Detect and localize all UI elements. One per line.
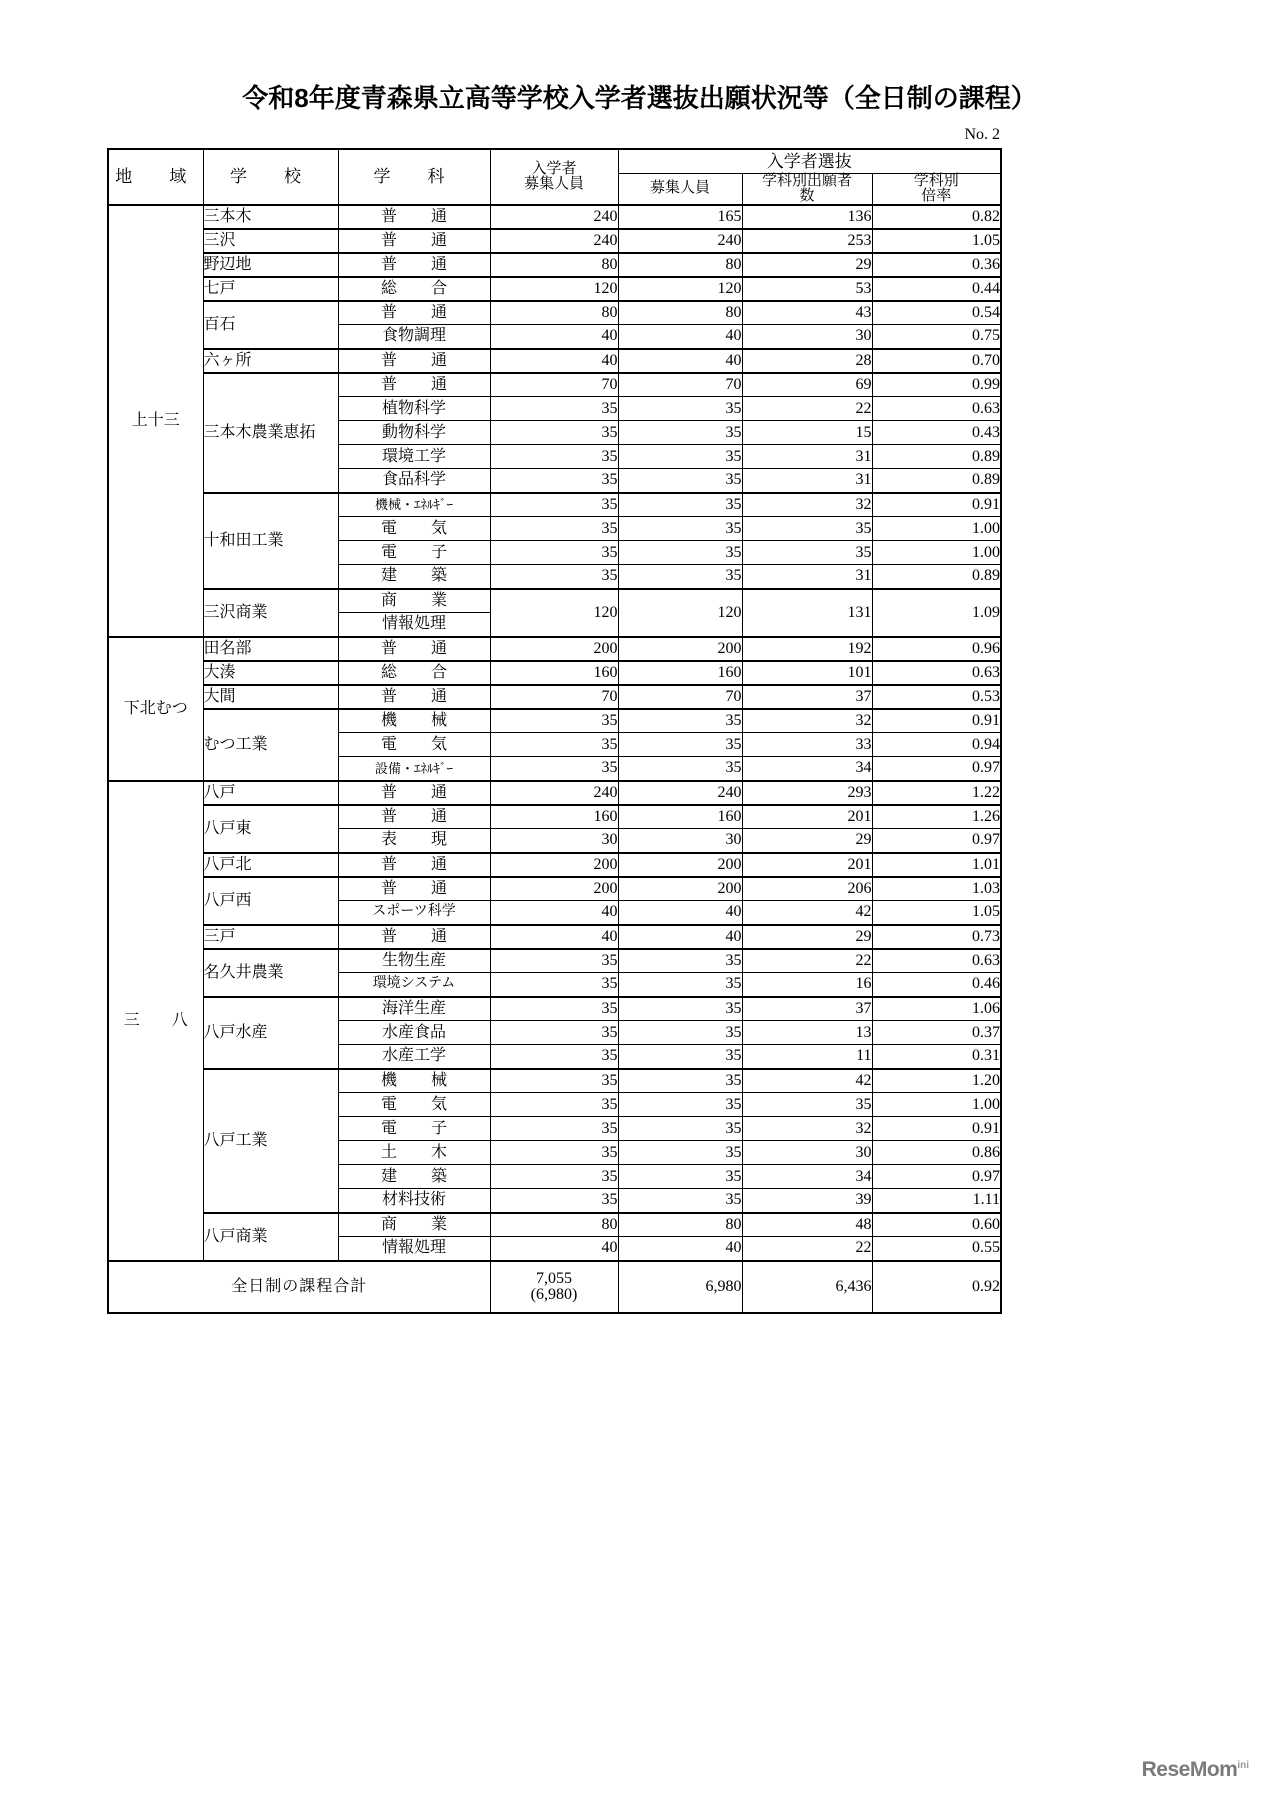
cell-capacity: 35 <box>490 517 618 541</box>
admissions-table <box>107 148 1002 1314</box>
cell-department: 商 業 <box>338 1213 490 1237</box>
cell-rate: 0.37 <box>872 1021 1001 1045</box>
cell-school: 大湊 <box>203 661 338 685</box>
cell-capacity: 35 <box>490 1093 618 1117</box>
cell-recruit: 200 <box>618 877 742 901</box>
cell-department: 生物生産 <box>338 949 490 973</box>
cell-department: 普 通 <box>338 853 490 877</box>
cell-rate: 0.55 <box>872 1237 1001 1261</box>
cell-department: 情報処理 <box>338 1237 490 1261</box>
cell-recruit: 70 <box>618 685 742 709</box>
page-title: 令和8年度青森県立高等学校入学者選抜出願状況等（全日制の課程） <box>242 83 1037 113</box>
cell-capacity: 35 <box>490 709 618 733</box>
cell-recruit: 160 <box>618 805 742 829</box>
cell-school: 三沢商業 <box>203 589 338 637</box>
cell-school: 百石 <box>203 301 338 349</box>
table-row <box>108 277 1001 301</box>
cell-recruit: 80 <box>618 1213 742 1237</box>
cell-capacity: 40 <box>490 901 618 925</box>
cell-capacity: 35 <box>490 1141 618 1165</box>
table-row <box>108 1069 1001 1093</box>
cell-rate: 0.43 <box>872 421 1001 445</box>
col-header-school: 学 校 <box>203 149 338 205</box>
cell-recruit: 35 <box>618 565 742 589</box>
cell-capacity: 80 <box>490 1213 618 1237</box>
cell-recruit: 35 <box>618 1141 742 1165</box>
total-applicants: 6,436 <box>742 1261 872 1313</box>
cell-recruit: 80 <box>618 253 742 277</box>
cell-capacity: 35 <box>490 445 618 469</box>
cell-applicants: 35 <box>742 1093 872 1117</box>
cell-department: 設備・ｴﾈﾙｷﾞｰ <box>338 757 490 781</box>
cell-capacity: 35 <box>490 1021 618 1045</box>
cell-capacity: 160 <box>490 805 618 829</box>
cell-department: 普 通 <box>338 229 490 253</box>
cell-applicants: 32 <box>742 709 872 733</box>
cell-applicants: 32 <box>742 493 872 517</box>
cell-department: 建 築 <box>338 565 490 589</box>
cell-department: 普 通 <box>338 253 490 277</box>
cell-rate: 0.89 <box>872 565 1001 589</box>
cell-capacity: 120 <box>490 589 618 637</box>
cell-department: 機械・ｴﾈﾙｷﾞｰ <box>338 493 490 517</box>
cell-capacity: 70 <box>490 685 618 709</box>
cell-applicants: 15 <box>742 421 872 445</box>
cell-rate: 1.11 <box>872 1189 1001 1213</box>
cell-applicants: 16 <box>742 973 872 997</box>
cell-recruit: 35 <box>618 517 742 541</box>
total-row <box>108 1261 1001 1313</box>
cell-capacity: 160 <box>490 661 618 685</box>
cell-department: 海洋生産 <box>338 997 490 1021</box>
cell-applicants: 34 <box>742 757 872 781</box>
cell-school: 三本木 <box>203 205 338 229</box>
cell-applicants: 30 <box>742 325 872 349</box>
cell-applicants: 43 <box>742 301 872 325</box>
cell-recruit: 40 <box>618 325 742 349</box>
cell-department: 普 通 <box>338 205 490 229</box>
cell-capacity: 35 <box>490 997 618 1021</box>
cell-rate: 0.91 <box>872 709 1001 733</box>
cell-recruit: 35 <box>618 493 742 517</box>
cell-capacity: 35 <box>490 973 618 997</box>
cell-department: 普 通 <box>338 685 490 709</box>
cell-applicants: 42 <box>742 901 872 925</box>
cell-rate: 0.91 <box>872 1117 1001 1141</box>
table-row <box>108 493 1001 517</box>
cell-recruit: 35 <box>618 709 742 733</box>
table-row <box>108 781 1001 805</box>
cell-rate: 1.00 <box>872 541 1001 565</box>
cell-department: 食品科学 <box>338 469 490 493</box>
cell-department: 電 子 <box>338 541 490 565</box>
cell-department: 表 現 <box>338 829 490 853</box>
cell-capacity: 35 <box>490 733 618 757</box>
table-footer <box>108 1261 1001 1313</box>
cell-rate: 0.31 <box>872 1045 1001 1069</box>
cell-rate: 1.06 <box>872 997 1001 1021</box>
cell-department: 普 通 <box>338 373 490 397</box>
cell-capacity: 40 <box>490 349 618 373</box>
cell-recruit: 40 <box>618 1237 742 1261</box>
cell-applicants: 11 <box>742 1045 872 1069</box>
cell-school: 八戸北 <box>203 853 338 877</box>
cell-rate: 0.36 <box>872 253 1001 277</box>
cell-rate: 0.73 <box>872 925 1001 949</box>
rate-line-2: 倍率 <box>921 187 952 204</box>
cell-applicants: 29 <box>742 925 872 949</box>
cell-recruit: 200 <box>618 853 742 877</box>
cell-area: 上十三 <box>108 205 203 637</box>
cell-applicants: 206 <box>742 877 872 901</box>
table-header <box>108 149 1001 205</box>
cell-department: 普 通 <box>338 781 490 805</box>
table-row <box>108 589 1001 613</box>
cell-applicants: 29 <box>742 253 872 277</box>
cell-rate: 1.05 <box>872 901 1001 925</box>
applicants-line-1: 学科別出願者 <box>761 172 852 189</box>
cell-school: 三本木農業恵拓 <box>203 373 338 493</box>
col-header-applicants <box>742 173 872 205</box>
cell-rate: 0.97 <box>872 757 1001 781</box>
cell-applicants: 31 <box>742 445 872 469</box>
col-header-capacity <box>490 149 618 205</box>
table-row <box>108 877 1001 901</box>
cell-rate: 0.89 <box>872 469 1001 493</box>
cell-department: 動物科学 <box>338 421 490 445</box>
col-header-selection-group: 入学者選抜 <box>618 149 1001 173</box>
cell-department: 普 通 <box>338 301 490 325</box>
cell-applicants: 22 <box>742 397 872 421</box>
cell-department: 環境工学 <box>338 445 490 469</box>
cell-department: 建 築 <box>338 1165 490 1189</box>
cell-rate: 0.63 <box>872 949 1001 973</box>
cell-rate: 0.63 <box>872 661 1001 685</box>
cell-capacity: 240 <box>490 781 618 805</box>
total-capacity <box>490 1261 618 1313</box>
table-row <box>108 925 1001 949</box>
cell-department: 商 業 <box>338 589 490 613</box>
resemom-logo <box>1142 1758 1249 1782</box>
cell-department: 情報処理 <box>338 613 490 637</box>
cell-area: 下北むつ <box>108 637 203 781</box>
cell-rate: 0.96 <box>872 637 1001 661</box>
cell-recruit: 35 <box>618 469 742 493</box>
resemom-logo-tail: ini <box>1237 1760 1249 1771</box>
col-header-rate <box>872 173 1001 205</box>
cell-department: 材料技術 <box>338 1189 490 1213</box>
cell-department: スポーツ科学 <box>338 901 490 925</box>
cell-recruit: 35 <box>618 421 742 445</box>
cell-capacity: 35 <box>490 1117 618 1141</box>
table-row <box>108 949 1001 973</box>
cell-rate: 0.70 <box>872 349 1001 373</box>
cell-recruit: 120 <box>618 589 742 637</box>
cell-recruit: 35 <box>618 949 742 973</box>
cell-department: 機 械 <box>338 709 490 733</box>
cell-applicants: 31 <box>742 565 872 589</box>
cell-rate: 1.09 <box>872 589 1001 637</box>
cell-department: 電 気 <box>338 517 490 541</box>
cell-applicants: 131 <box>742 589 872 637</box>
cell-rate: 0.46 <box>872 973 1001 997</box>
cell-applicants: 35 <box>742 517 872 541</box>
table-row <box>108 661 1001 685</box>
total-rate: 0.92 <box>872 1261 1001 1313</box>
cell-recruit: 35 <box>618 997 742 1021</box>
resemom-logo-text: ReseMom <box>1141 1758 1238 1781</box>
cell-capacity: 80 <box>490 253 618 277</box>
cell-rate: 1.26 <box>872 805 1001 829</box>
cell-recruit: 40 <box>618 349 742 373</box>
cell-department: 土 木 <box>338 1141 490 1165</box>
cell-applicants: 42 <box>742 1069 872 1093</box>
total-capacity-line-2: (6,980) <box>530 1285 578 1303</box>
cell-applicants: 293 <box>742 781 872 805</box>
cell-capacity: 35 <box>490 421 618 445</box>
table-body <box>108 205 1001 1261</box>
cell-capacity: 35 <box>490 1045 618 1069</box>
cell-school: 三沢 <box>203 229 338 253</box>
cell-applicants: 201 <box>742 853 872 877</box>
cell-school: 八戸西 <box>203 877 338 925</box>
cell-area: 三 八 <box>108 781 203 1261</box>
cell-recruit: 35 <box>618 541 742 565</box>
cell-department: 普 通 <box>338 349 490 373</box>
table-row <box>108 373 1001 397</box>
cell-capacity: 40 <box>490 925 618 949</box>
cell-recruit: 40 <box>618 925 742 949</box>
table-row <box>108 685 1001 709</box>
cell-department: 普 通 <box>338 637 490 661</box>
table-row <box>108 253 1001 277</box>
cell-applicants: 35 <box>742 541 872 565</box>
cell-school: 八戸東 <box>203 805 338 853</box>
capacity-line-2: 募集人員 <box>523 175 584 192</box>
cell-capacity: 40 <box>490 325 618 349</box>
cell-applicants: 37 <box>742 685 872 709</box>
cell-recruit: 35 <box>618 1189 742 1213</box>
cell-recruit: 35 <box>618 1045 742 1069</box>
cell-recruit: 35 <box>618 397 742 421</box>
cell-department: 環境システム <box>338 973 490 997</box>
cell-department: 普 通 <box>338 805 490 829</box>
cell-applicants: 136 <box>742 205 872 229</box>
cell-recruit: 160 <box>618 661 742 685</box>
cell-rate: 1.05 <box>872 229 1001 253</box>
cell-recruit: 35 <box>618 1093 742 1117</box>
cell-applicants: 69 <box>742 373 872 397</box>
cell-capacity: 200 <box>490 853 618 877</box>
cell-recruit: 120 <box>618 277 742 301</box>
cell-rate: 0.63 <box>872 397 1001 421</box>
cell-recruit: 240 <box>618 229 742 253</box>
cell-applicants: 22 <box>742 1237 872 1261</box>
admissions-table-container <box>107 148 1000 1314</box>
cell-capacity: 35 <box>490 565 618 589</box>
cell-recruit: 35 <box>618 1021 742 1045</box>
applicants-line-2: 数 <box>799 187 815 204</box>
cell-rate: 1.03 <box>872 877 1001 901</box>
cell-applicants: 22 <box>742 949 872 973</box>
cell-recruit: 35 <box>618 1165 742 1189</box>
cell-school: 八戸 <box>203 781 338 805</box>
cell-school: 野辺地 <box>203 253 338 277</box>
col-header-recruit: 募集人員 <box>618 173 742 205</box>
cell-recruit: 30 <box>618 829 742 853</box>
cell-recruit: 240 <box>618 781 742 805</box>
table-row <box>108 637 1001 661</box>
table-row <box>108 805 1001 829</box>
cell-school: 八戸水産 <box>203 997 338 1069</box>
cell-capacity: 70 <box>490 373 618 397</box>
cell-rate: 0.75 <box>872 325 1001 349</box>
cell-department: 水産工学 <box>338 1045 490 1069</box>
cell-school: 大間 <box>203 685 338 709</box>
cell-applicants: 30 <box>742 1141 872 1165</box>
cell-applicants: 39 <box>742 1189 872 1213</box>
cell-recruit: 165 <box>618 205 742 229</box>
total-recruit: 6,980 <box>618 1261 742 1313</box>
rate-line-1: 学科別 <box>913 172 959 189</box>
cell-recruit: 35 <box>618 445 742 469</box>
cell-applicants: 192 <box>742 637 872 661</box>
cell-applicants: 29 <box>742 829 872 853</box>
cell-school: 十和田工業 <box>203 493 338 589</box>
cell-applicants: 33 <box>742 733 872 757</box>
cell-rate: 0.89 <box>872 445 1001 469</box>
cell-school: 七戸 <box>203 277 338 301</box>
cell-capacity: 35 <box>490 397 618 421</box>
total-label: 全日制の課程合計 <box>108 1261 490 1313</box>
cell-capacity: 35 <box>490 1165 618 1189</box>
total-capacity-line-1: 7,055 <box>536 1269 572 1287</box>
cell-applicants: 37 <box>742 997 872 1021</box>
cell-rate: 0.53 <box>872 685 1001 709</box>
cell-department: 電 気 <box>338 1093 490 1117</box>
cell-recruit: 35 <box>618 757 742 781</box>
cell-department: 食物調理 <box>338 325 490 349</box>
table-row <box>108 301 1001 325</box>
cell-capacity: 40 <box>490 1237 618 1261</box>
cell-rate: 1.20 <box>872 1069 1001 1093</box>
cell-rate: 0.82 <box>872 205 1001 229</box>
cell-capacity: 35 <box>490 757 618 781</box>
cell-rate: 1.00 <box>872 1093 1001 1117</box>
table-row <box>108 1213 1001 1237</box>
cell-capacity: 240 <box>490 229 618 253</box>
cell-capacity: 80 <box>490 301 618 325</box>
table-row <box>108 997 1001 1021</box>
cell-school: 田名部 <box>203 637 338 661</box>
cell-school: むつ工業 <box>203 709 338 781</box>
cell-capacity: 200 <box>490 877 618 901</box>
header-row-1 <box>108 149 1001 173</box>
cell-school: 六ヶ所 <box>203 349 338 373</box>
cell-recruit: 35 <box>618 733 742 757</box>
cell-department: 総 合 <box>338 277 490 301</box>
cell-rate: 0.99 <box>872 373 1001 397</box>
cell-capacity: 35 <box>490 1069 618 1093</box>
cell-capacity: 35 <box>490 541 618 565</box>
table-row <box>108 205 1001 229</box>
cell-department: 普 通 <box>338 877 490 901</box>
cell-applicants: 101 <box>742 661 872 685</box>
cell-capacity: 30 <box>490 829 618 853</box>
cell-recruit: 200 <box>618 637 742 661</box>
cell-applicants: 53 <box>742 277 872 301</box>
cell-school: 三戸 <box>203 925 338 949</box>
cell-rate: 0.54 <box>872 301 1001 325</box>
table-row <box>108 349 1001 373</box>
capacity-line-1: 入学者 <box>531 160 577 177</box>
cell-rate: 0.44 <box>872 277 1001 301</box>
col-header-dept: 学 科 <box>338 149 490 205</box>
cell-recruit: 35 <box>618 973 742 997</box>
cell-recruit: 35 <box>618 1069 742 1093</box>
cell-department: 植物科学 <box>338 397 490 421</box>
cell-applicants: 201 <box>742 805 872 829</box>
cell-rate: 0.97 <box>872 1165 1001 1189</box>
cell-capacity: 240 <box>490 205 618 229</box>
cell-rate: 1.00 <box>872 517 1001 541</box>
cell-rate: 1.01 <box>872 853 1001 877</box>
cell-rate: 0.94 <box>872 733 1001 757</box>
cell-rate: 0.86 <box>872 1141 1001 1165</box>
cell-department: 機 械 <box>338 1069 490 1093</box>
cell-school: 名久井農業 <box>203 949 338 997</box>
cell-rate: 0.91 <box>872 493 1001 517</box>
cell-recruit: 70 <box>618 373 742 397</box>
cell-applicants: 13 <box>742 1021 872 1045</box>
table-row <box>108 229 1001 253</box>
cell-applicants: 34 <box>742 1165 872 1189</box>
table-row <box>108 853 1001 877</box>
cell-capacity: 35 <box>490 1189 618 1213</box>
table-row <box>108 709 1001 733</box>
cell-recruit: 80 <box>618 301 742 325</box>
cell-applicants: 32 <box>742 1117 872 1141</box>
cell-applicants: 253 <box>742 229 872 253</box>
cell-applicants: 28 <box>742 349 872 373</box>
cell-recruit: 40 <box>618 901 742 925</box>
cell-department: 電 子 <box>338 1117 490 1141</box>
cell-recruit: 35 <box>618 1117 742 1141</box>
cell-school: 八戸工業 <box>203 1069 338 1213</box>
col-header-area: 地 域 <box>108 149 203 205</box>
cell-department: 水産食品 <box>338 1021 490 1045</box>
page-number: No. 2 <box>964 126 1000 143</box>
cell-capacity: 120 <box>490 277 618 301</box>
cell-applicants: 48 <box>742 1213 872 1237</box>
cell-rate: 0.60 <box>872 1213 1001 1237</box>
cell-school: 八戸商業 <box>203 1213 338 1261</box>
cell-department: 総 合 <box>338 661 490 685</box>
cell-capacity: 35 <box>490 949 618 973</box>
cell-rate: 1.22 <box>872 781 1001 805</box>
cell-capacity: 35 <box>490 493 618 517</box>
cell-capacity: 35 <box>490 469 618 493</box>
cell-applicants: 31 <box>742 469 872 493</box>
cell-department: 電 気 <box>338 733 490 757</box>
cell-department: 普 通 <box>338 925 490 949</box>
cell-rate: 0.97 <box>872 829 1001 853</box>
cell-capacity: 200 <box>490 637 618 661</box>
